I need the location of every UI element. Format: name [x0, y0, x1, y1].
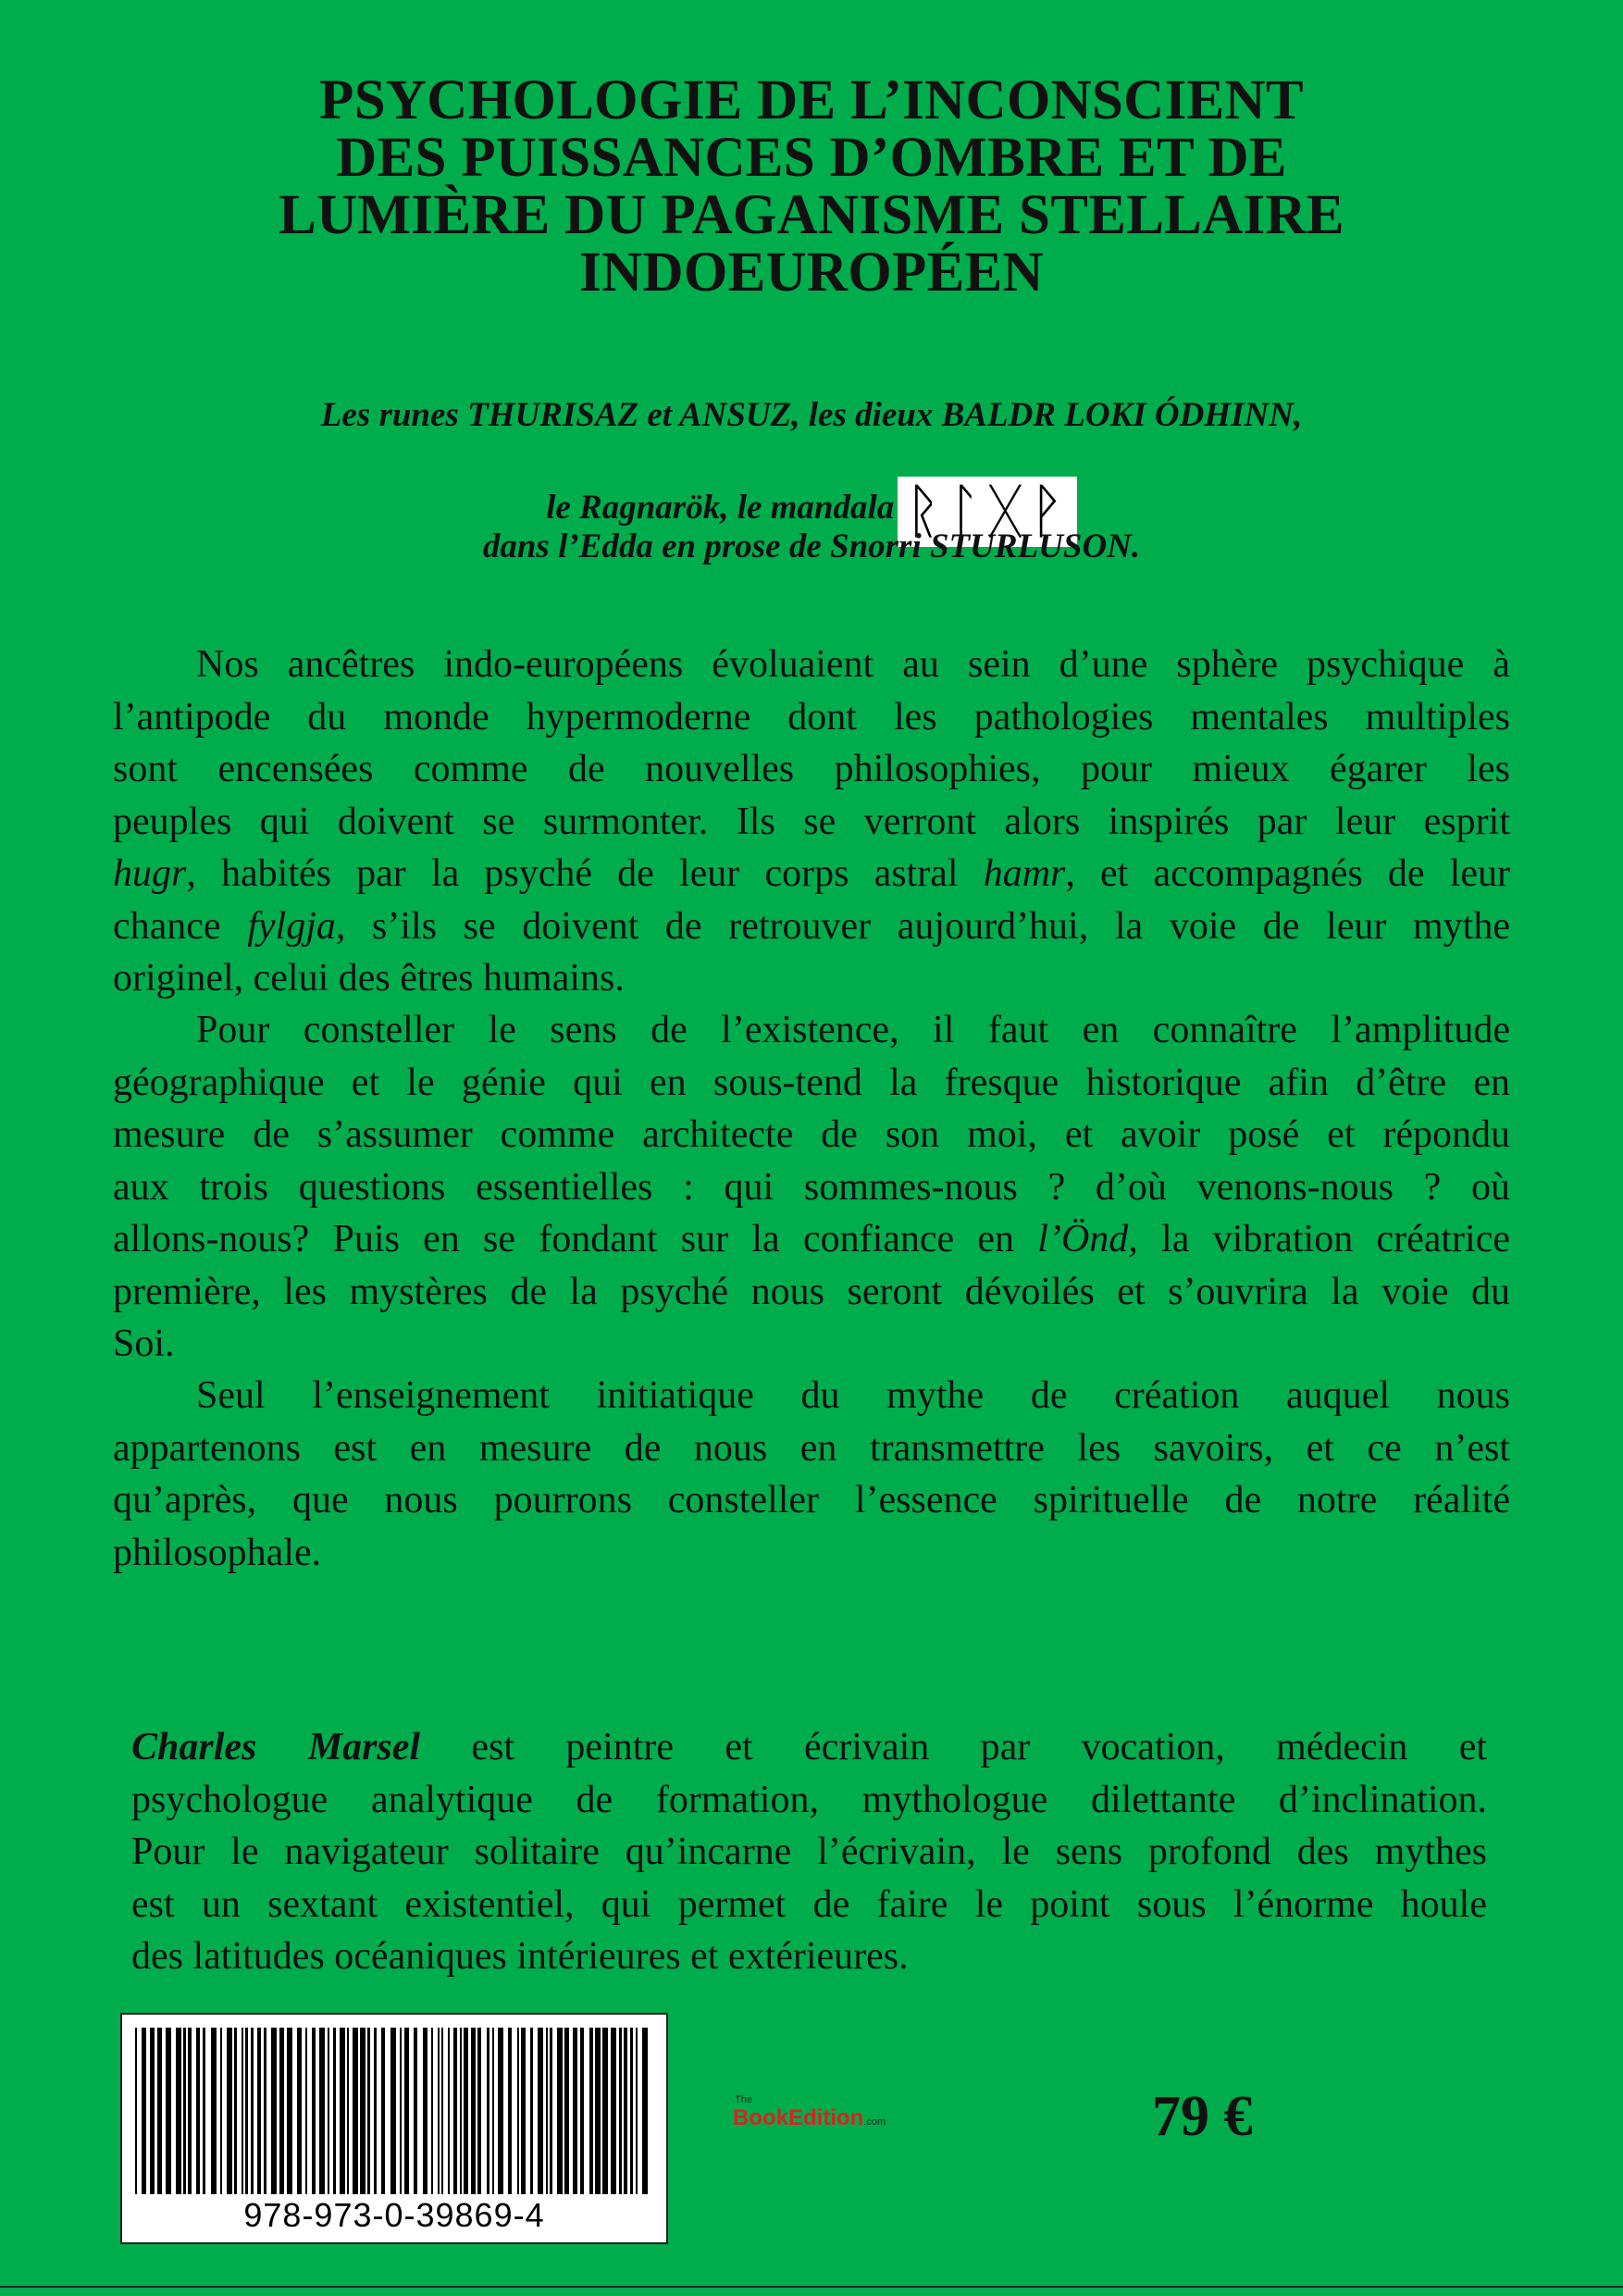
text-line: Pour le navigateur solitaire qu’incarne l’écrivain, le sens profond des mythes — [131, 1831, 1487, 1873]
text-fragment: , s’ils se doivent de retrouver aujourd’hui, la voie de leur mythe — [335, 904, 1510, 948]
barcode-bar — [211, 2028, 217, 2194]
author-name: Charles Marsel — [131, 1726, 421, 1769]
barcode-bar — [150, 2028, 155, 2194]
text-line: psychologue analytique de formation, mythologue dilettante d’inclination. — [131, 1778, 1487, 1821]
logo-tld: .com — [863, 2116, 886, 2128]
text-fragment: , habités par la psyché de leur corps astral — [186, 852, 984, 895]
barcode-bar — [305, 2028, 307, 2194]
text-fragment: chance — [113, 904, 248, 948]
barcode-bar — [328, 2028, 329, 2194]
subtitle-line-2-text: le Ragnarök, le mandala — [546, 489, 895, 527]
title-line: LUMIÈRE DU PAGANISME STELLAIRE — [279, 184, 1344, 246]
barcode-bar — [390, 2028, 396, 2194]
italic-term: hamr — [983, 852, 1066, 895]
barcode-bar — [287, 2028, 292, 2194]
text-line: appartenons est en mesure de nous en transmettre les savoirs, et ce n’est — [113, 1426, 1510, 1470]
barcode-bar — [460, 2028, 462, 2194]
subtitle-line-1: Les runes THURISAZ et ANSUZ, les dieux BALDR LOKI ÓDHINN, — [320, 396, 1303, 434]
barcode-bar — [530, 2028, 533, 2194]
barcode-bar — [441, 2028, 443, 2194]
barcode-bar — [297, 2028, 302, 2194]
text-line: première, les mystères de la psyché nous seront dévoilés et s’ouvrira la voie du — [113, 1270, 1510, 1313]
barcode-bar — [595, 2028, 601, 2194]
barcode-bar — [347, 2028, 349, 2194]
rune-mandala-icon: ᚱᛚᚷᚹ — [898, 477, 1077, 547]
barcode-bar — [245, 2028, 248, 2194]
barcode-bar — [312, 2028, 316, 2194]
text-line: géographique et le génie qui en sous-tend la fresque historique afin d’être en — [113, 1061, 1510, 1104]
barcode-bar — [381, 2028, 385, 2194]
barcode-bar — [550, 2028, 552, 2194]
text-line: sont encensées comme de nouvelles philosophies, pour mieux égarer les — [113, 748, 1510, 790]
barcode-bar — [367, 2028, 370, 2194]
barcode-bar — [573, 2028, 577, 2194]
barcode-bar — [242, 2028, 243, 2194]
text-fragment: allons-nous? Puis en se fondant sur la confiance en — [113, 1218, 1038, 1260]
barcode-bar — [400, 2028, 402, 2194]
barcode-bar — [234, 2028, 237, 2194]
italic-term: fylgja — [247, 904, 336, 948]
barcode-bar — [414, 2028, 417, 2194]
text-line: Soi. — [113, 1322, 175, 1365]
barcode-bar — [557, 2028, 563, 2194]
barcode-bar — [492, 2028, 494, 2194]
title-line: INDOEUROPÉEN — [579, 242, 1044, 304]
text-line — [131, 1721, 1487, 1774]
barcode-bar — [624, 2028, 627, 2194]
italic-term: hugr — [113, 852, 187, 895]
text-fragment: la vibration créatrice — [1137, 1218, 1510, 1260]
barcode-bar — [538, 2028, 543, 2194]
text-line: mesure de s’assumer comme architecte de son moi, et avoir posé et répondu — [113, 1113, 1510, 1156]
barcode-bar — [257, 2028, 261, 2194]
text-line: peuples qui doivent se surmonter. Ils se verront alors inspirés par leur esprit — [113, 800, 1510, 843]
logo-the: The — [735, 2094, 752, 2105]
barcode-bar — [589, 2028, 593, 2194]
barcode-bar — [271, 2028, 277, 2194]
barcode-bar — [196, 2028, 200, 2194]
barcode-bar — [264, 2028, 266, 2194]
book-title — [111, 69, 1512, 304]
barcode-bar — [508, 2028, 512, 2194]
barcode-bar — [142, 2028, 146, 2194]
barcode-bar — [203, 2028, 205, 2194]
barcode-bar — [340, 2028, 345, 2194]
paragraph-3 — [113, 1370, 1510, 1579]
text-line: des latitudes océaniques intérieures et extérieures. — [131, 1935, 909, 1978]
barcode-bar — [611, 2028, 616, 2194]
subtitle-line-3: dans l’Edda en prose de Snorri STURLUSON. — [482, 527, 1141, 565]
barcode-bar — [360, 2028, 365, 2194]
barcode-bar — [471, 2028, 476, 2194]
barcode-bar — [487, 2028, 489, 2194]
text-fragment: est peintre et écrivain par vocation, médecin et — [420, 1726, 1488, 1769]
barcode-bar — [521, 2028, 526, 2194]
text-line — [113, 900, 1510, 953]
author-bio — [131, 1721, 1487, 1983]
barcode-bar — [498, 2028, 503, 2194]
barcode-bar — [464, 2028, 468, 2194]
paragraph-1 — [113, 639, 1510, 1005]
barcode-bar — [374, 2028, 377, 2194]
barcode-bar — [135, 2028, 137, 2194]
barcode-bar — [183, 2028, 186, 2194]
text-line — [113, 1213, 1510, 1266]
barcode-bar — [517, 2028, 519, 2194]
barcode-bar — [477, 2028, 481, 2194]
barcode-bar — [448, 2028, 450, 2194]
text-line: Nos ancêtres indo-européens évoluaient au sein d’une sphère psychique à — [196, 643, 1510, 686]
barcode-bar — [630, 2028, 633, 2194]
price: 79 € — [1152, 2085, 1253, 2148]
italic-term: l’Önd, — [1037, 1218, 1138, 1260]
barcode-bar — [580, 2028, 584, 2194]
barcode-bar — [251, 2028, 254, 2194]
text-line: Seul l’enseignement initiatique du mythe de création auquel nous — [196, 1374, 1510, 1417]
barcode-bar — [157, 2028, 162, 2194]
barcode-bar — [636, 2028, 638, 2194]
barcode-bar — [279, 2028, 284, 2194]
text-line: aux trois questions essentielles : qui sommes-nous ? d’où venons-nous ? où — [113, 1165, 1510, 1209]
barcode-bar — [438, 2028, 440, 2194]
text-line — [113, 848, 1510, 900]
isbn-barcode — [120, 2013, 668, 2244]
text-line: philosophale. — [113, 1531, 322, 1574]
barcode-bar — [453, 2028, 457, 2194]
text-fragment: , et accompagnés de leur — [1065, 852, 1510, 895]
text-line: qu’après, que nous pourrons consteller l’essence spirituelle de notre réalité — [113, 1479, 1510, 1521]
barcode-bar — [404, 2028, 409, 2194]
barcode-bar — [220, 2028, 222, 2194]
barcode-bar — [227, 2028, 232, 2194]
barcode-bar — [642, 2028, 648, 2194]
barcode-bar — [619, 2028, 622, 2194]
text-line: est un sextant existentiel, qui permet de faire le point sous l’énorme houle — [131, 1882, 1487, 1926]
title-line: DES PUISSANCES D’OMBRE ET DE — [336, 127, 1287, 189]
barcode-bar — [546, 2028, 548, 2194]
barcode-bar — [602, 2028, 608, 2194]
logo-name: BookEdition — [733, 2105, 864, 2130]
text-line: Pour consteller le sens de l’existence, il faut en connaître l’amplitude — [196, 1009, 1510, 1051]
barcode-bar — [188, 2028, 192, 2194]
barcode-bar — [564, 2028, 569, 2194]
barcode-bar — [176, 2028, 181, 2194]
barcode-bar — [319, 2028, 325, 2194]
paragraph-2 — [113, 1004, 1510, 1371]
title-line: PSYCHOLOGIE DE L’INCONSCIENT — [319, 69, 1304, 131]
publisher-logo — [733, 2094, 886, 2131]
barcode-bars — [135, 2028, 655, 2194]
barcode-bar — [423, 2028, 427, 2194]
barcode-bar — [431, 2028, 433, 2194]
isbn-number: 978-973-0-39869-4 — [243, 2196, 545, 2234]
barcode-bar — [353, 2028, 358, 2194]
barcode-bar — [166, 2028, 171, 2194]
barcode-bar — [333, 2028, 336, 2194]
text-line: l’antipode du monde hypermoderne dont les pathologies mentales multiples — [113, 695, 1510, 738]
text-line: originel, celui des êtres humains. — [113, 957, 625, 999]
bottom-divider — [0, 2286, 1623, 2288]
